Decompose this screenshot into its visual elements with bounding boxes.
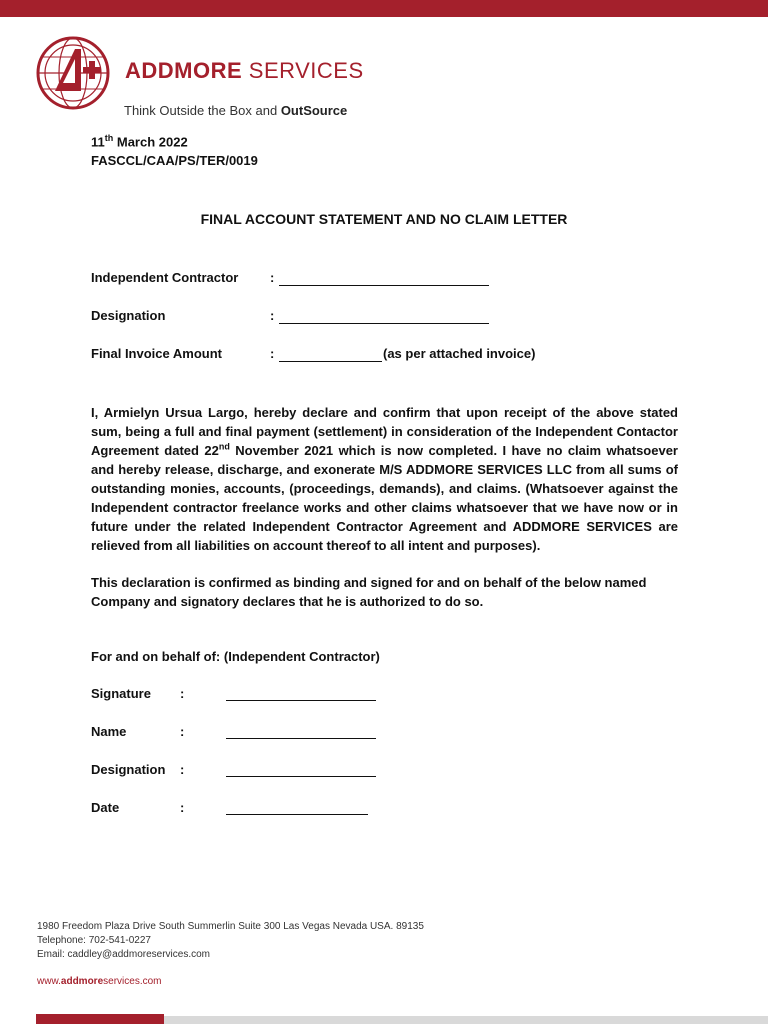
invoice-note: (as per attached invoice) bbox=[383, 346, 536, 361]
footer-telephone: Telephone: 702-541-0227 bbox=[37, 935, 151, 946]
brand-name-light: SERVICES bbox=[248, 58, 364, 83]
date-label: Date bbox=[91, 800, 120, 815]
web-bold: addmore bbox=[60, 976, 104, 987]
field-label-independent-contractor: Independent Contractor bbox=[91, 270, 239, 285]
footer-address: 1980 Freedom Plaza Drive South Summerlin Suite 300 Las Vegas Nevada USA. 89135 bbox=[37, 921, 424, 932]
declaration-paragraph bbox=[91, 403, 678, 555]
tagline-bold: OutSource bbox=[280, 103, 348, 118]
name-colon: : bbox=[180, 724, 185, 739]
declaration-part-a: I, Armielyn Ursua Largo, hereby declare and confirm that upon receipt of the above stated sum, being a full and final payment (settlement) in consideration of the Independent Contactor Agreement dated 22 bbox=[91, 405, 678, 458]
web-suffix: services.com bbox=[103, 976, 162, 987]
field-label-designation: Designation bbox=[91, 308, 166, 323]
designation-label: Designation bbox=[91, 762, 166, 777]
date-day: 11 bbox=[91, 134, 105, 150]
declaration-ordinal: nd bbox=[218, 441, 230, 452]
date-suffix: th bbox=[104, 133, 114, 143]
designation-sign-blank-line[interactable] bbox=[226, 776, 376, 777]
field-label-final-invoice-amount: Final Invoice Amount bbox=[91, 346, 222, 361]
declaration-part-b: November 2021 which is now completed. I have no claim whatsoever and hereby release, discharge, and exonerate M/S ADDMORE SERVICES LLC from all sums of outstanding monies, accounts, (proceedings, demands), and claims. (Whatsoever against the Independent contractor freelance works and other claims whatsoever that we have now or in future under the related Independent Contractor Agreement and ADDMORE SERVICES are relieved from all liabilities on account thereof to all intent and purposes). bbox=[91, 443, 678, 553]
field-colon: : bbox=[270, 346, 275, 361]
footer-accent-bar-red bbox=[36, 1014, 164, 1024]
footer-accent-bar-grey bbox=[164, 1016, 768, 1024]
binding-paragraph: This declaration is confirmed as binding and signed for and on behalf of the below named Company and signatory declares that he is authorized to do so. bbox=[91, 575, 647, 609]
independent-contractor-blank-line[interactable] bbox=[279, 285, 489, 286]
designation-blank-line[interactable] bbox=[279, 323, 489, 324]
web-prefix: www. bbox=[37, 976, 61, 987]
document-title: FINAL ACCOUNT STATEMENT AND NO CLAIM LETTER bbox=[200, 211, 568, 227]
tagline-prefix: Think Outside the Box and bbox=[124, 103, 281, 118]
addmore-logo-icon bbox=[33, 33, 113, 113]
brand-name-bold: ADDMORE bbox=[125, 58, 243, 83]
header-accent-bar bbox=[0, 0, 768, 17]
on-behalf-of-line: For and on behalf of: (Independent Contractor) bbox=[91, 649, 380, 664]
field-colon: : bbox=[270, 308, 275, 323]
footer-email[interactable]: Email: caddley@addmoreservices.com bbox=[37, 949, 210, 960]
designation-colon: : bbox=[180, 762, 185, 777]
name-label: Name bbox=[91, 724, 127, 739]
final-invoice-amount-blank-line[interactable] bbox=[279, 361, 382, 362]
date-rest: March 2022 bbox=[116, 134, 188, 150]
date-blank-line[interactable] bbox=[226, 814, 368, 815]
letter-date bbox=[91, 133, 188, 149]
date-colon: : bbox=[180, 800, 185, 815]
brand-tagline bbox=[124, 103, 347, 118]
brand-name bbox=[125, 58, 364, 84]
name-blank-line[interactable] bbox=[226, 738, 376, 739]
field-colon: : bbox=[270, 270, 275, 285]
signature-colon: : bbox=[180, 686, 185, 701]
footer-website[interactable] bbox=[37, 976, 162, 987]
letter-reference: FASCCL/CAA/PS/TER/0019 bbox=[91, 153, 258, 168]
signature-blank-line[interactable] bbox=[226, 700, 376, 701]
signature-label: Signature bbox=[91, 686, 151, 701]
